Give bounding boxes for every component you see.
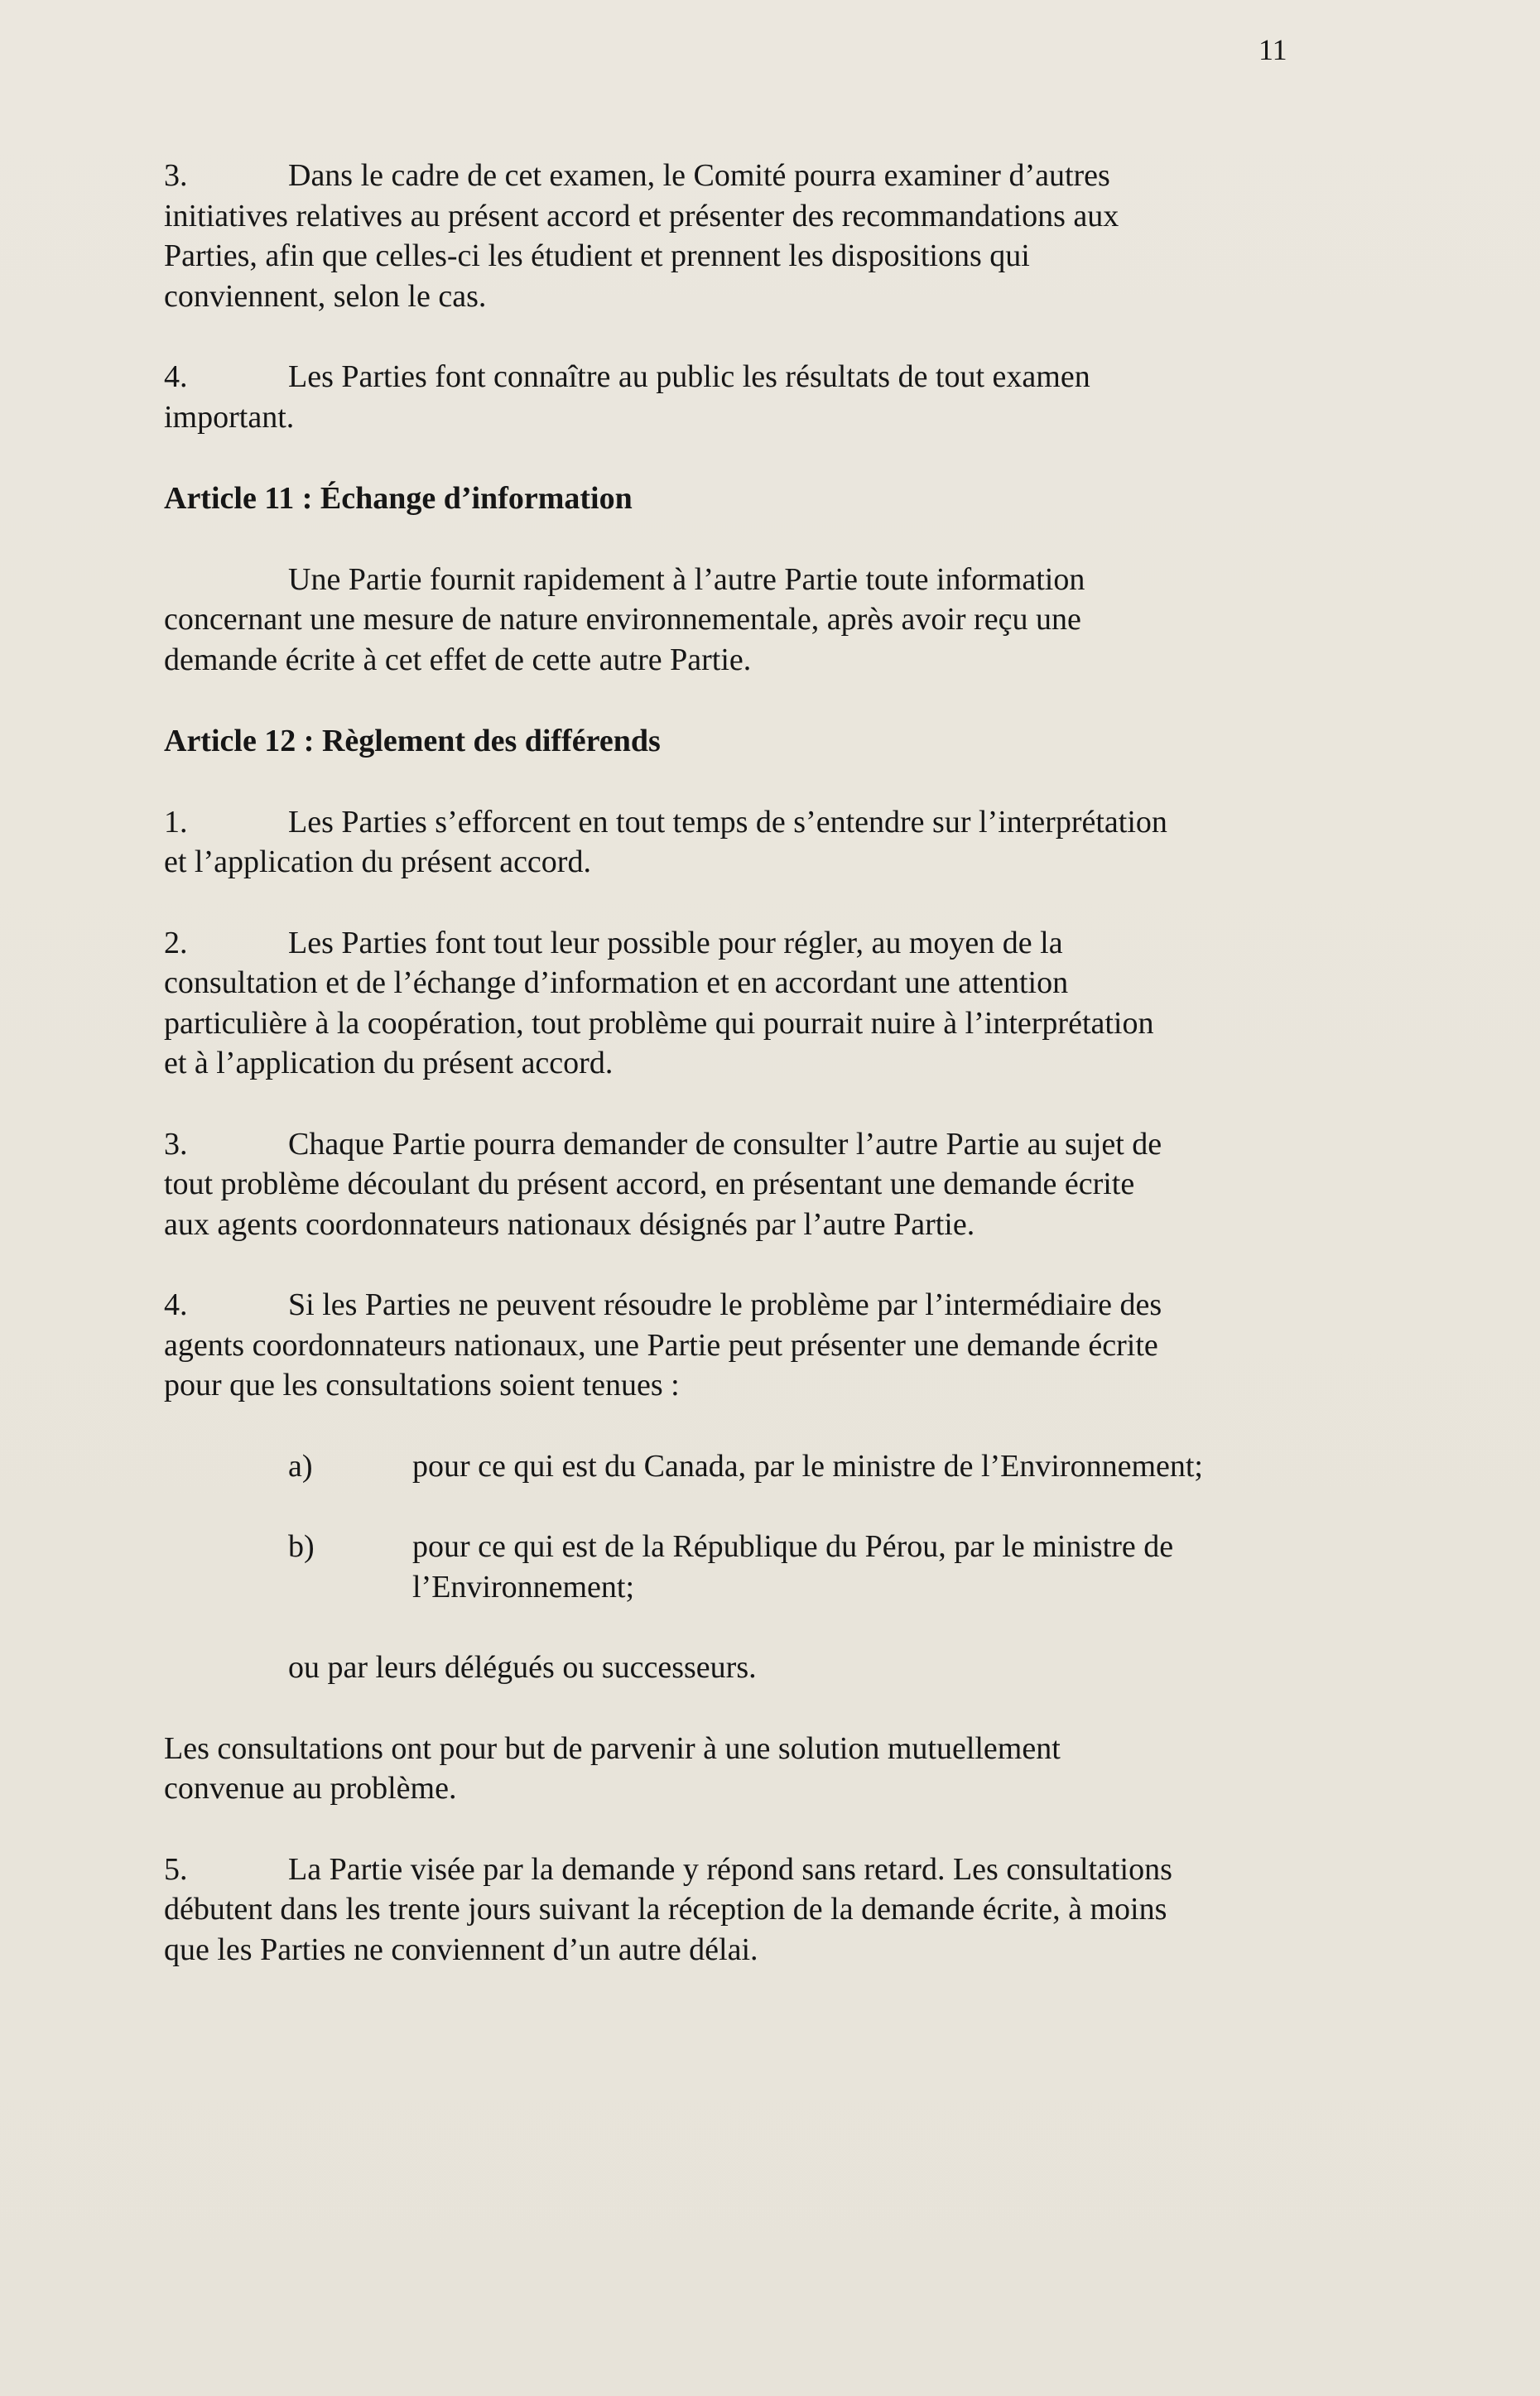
article-12-paragraph-5	[164, 1850, 1307, 1970]
paragraph-text: Les Parties font tout leur possible pour régler, au moyen de la	[288, 925, 1063, 960]
article-11-heading: Article 11 : Échange d’information	[164, 481, 633, 516]
document-body	[164, 156, 1307, 2010]
paragraph-line: et l’application du présent accord.	[164, 844, 591, 879]
sub-item-letter: a)	[288, 1448, 313, 1484]
sub-item-line: pour ce qui est du Canada, par le ministre de l’Environnement;	[412, 1448, 1203, 1484]
article-12-paragraph-3-first-line	[164, 1124, 1307, 1165]
paragraph-line: Les consultations ont pour but de parvenir à une solution mutuellement	[164, 1730, 1061, 1766]
article-12-paragraph-3	[164, 1124, 1307, 1245]
paragraph-line: consultation et de l’échange d’information et en accordant une attention	[164, 965, 1069, 1000]
article-12-paragraph-5-first-line	[164, 1850, 1307, 1890]
sub-item-text	[412, 1446, 1307, 1487]
article-12-heading: Article 12 : Règlement des différends	[164, 724, 661, 758]
paragraph-line: particulière à la coopération, tout problème qui pourrait nuire à l’interprétation	[164, 1005, 1154, 1041]
sub-item-text	[412, 1527, 1307, 1607]
paragraph-line: initiatives relatives au présent accord et présenter des recommandations aux	[164, 198, 1119, 233]
paragraph-line: Parties, afin que celles-ci les étudient et prennent les dispositions qui	[164, 238, 1030, 273]
sub-item-line: l’Environnement;	[412, 1569, 635, 1605]
paragraph-line: que les Parties ne conviennent d’un autre délai.	[164, 1932, 758, 1967]
page-number: 11	[1258, 33, 1287, 66]
paragraph-line: Une Partie fournit rapidement à l’autre Partie toute information	[288, 561, 1085, 597]
paragraph-text: Si les Parties ne peuvent résoudre le problème par l’intermédiaire des	[288, 1287, 1162, 1322]
paragraph-line: important.	[164, 399, 295, 435]
paragraph-text: Les Parties font connaître au public les résultats de tout examen	[288, 359, 1090, 394]
paragraph-line: tout problème découlant du présent accord, en présentant une demande écrite	[164, 1167, 1135, 1201]
paragraph-number: 4.	[164, 359, 188, 394]
consultations-paragraph	[164, 1729, 1307, 1809]
paragraph-number: 3.	[164, 1126, 188, 1162]
paragraph-3-first-line	[164, 156, 1307, 196]
sub-item-a	[288, 1446, 1307, 1487]
paragraph-text: Chaque Partie pourra demander de consulter l’autre Partie au sujet de	[288, 1126, 1162, 1162]
paragraph-text: La Partie visée par la demande y répond sans retard. Les consultations	[288, 1851, 1172, 1887]
paragraph-line: conviennent, selon le cas.	[164, 278, 487, 314]
paragraph-number: 4.	[164, 1287, 188, 1322]
article-12-paragraph-1	[164, 802, 1307, 883]
paragraph-line: aux agents coordonnateurs nationaux désignés par l’autre Partie.	[164, 1206, 975, 1242]
article-12-paragraph-2	[164, 923, 1307, 1084]
paragraph-line: demande écrite à cet effet de cette autre Partie.	[164, 642, 752, 677]
paragraph-line: agents coordonnateurs nationaux, une Partie peut présenter une demande écrite	[164, 1327, 1158, 1363]
paragraph-number: 3.	[164, 158, 188, 193]
article-11-paragraph	[164, 560, 1307, 681]
paragraph-line: convenue au problème.	[164, 1771, 457, 1806]
paragraph-line: concernant une mesure de nature environnementale, après avoir reçu une	[164, 602, 1081, 637]
paragraph-number: 5.	[164, 1851, 188, 1887]
paragraph-text: Dans le cadre de cet examen, le Comité pourra examiner d’autres	[288, 158, 1110, 193]
sub-item-b	[288, 1527, 1307, 1607]
article-12-paragraph-2-first-line	[164, 923, 1307, 964]
paragraph-4-first-line	[164, 357, 1307, 397]
paragraph-text: Les Parties s’efforcent en tout temps de s’entendre sur l’interprétation	[288, 804, 1167, 840]
paragraph-number: 2.	[164, 925, 188, 960]
article-12-paragraph-4	[164, 1285, 1307, 1406]
article-12-paragraph-1-first-line	[164, 802, 1307, 843]
sub-item-letter: b)	[288, 1529, 315, 1564]
paragraph-4	[164, 357, 1307, 437]
paragraph-number: 1.	[164, 804, 188, 840]
paragraph-line: pour que les consultations soient tenues :	[164, 1368, 680, 1402]
paragraph-line: débutent dans les trente jours suivant la réception de la demande écrite, à moins	[164, 1892, 1167, 1927]
sub-item-line: pour ce qui est de la République du Pérou, par le ministre de	[412, 1529, 1174, 1564]
paragraph-3	[164, 156, 1307, 316]
sub-items-tail: ou par leurs délégués ou successeurs.	[288, 1650, 757, 1685]
article-12-paragraph-4-first-line	[164, 1285, 1307, 1325]
paragraph-line: et à l’application du présent accord.	[164, 1046, 614, 1080]
